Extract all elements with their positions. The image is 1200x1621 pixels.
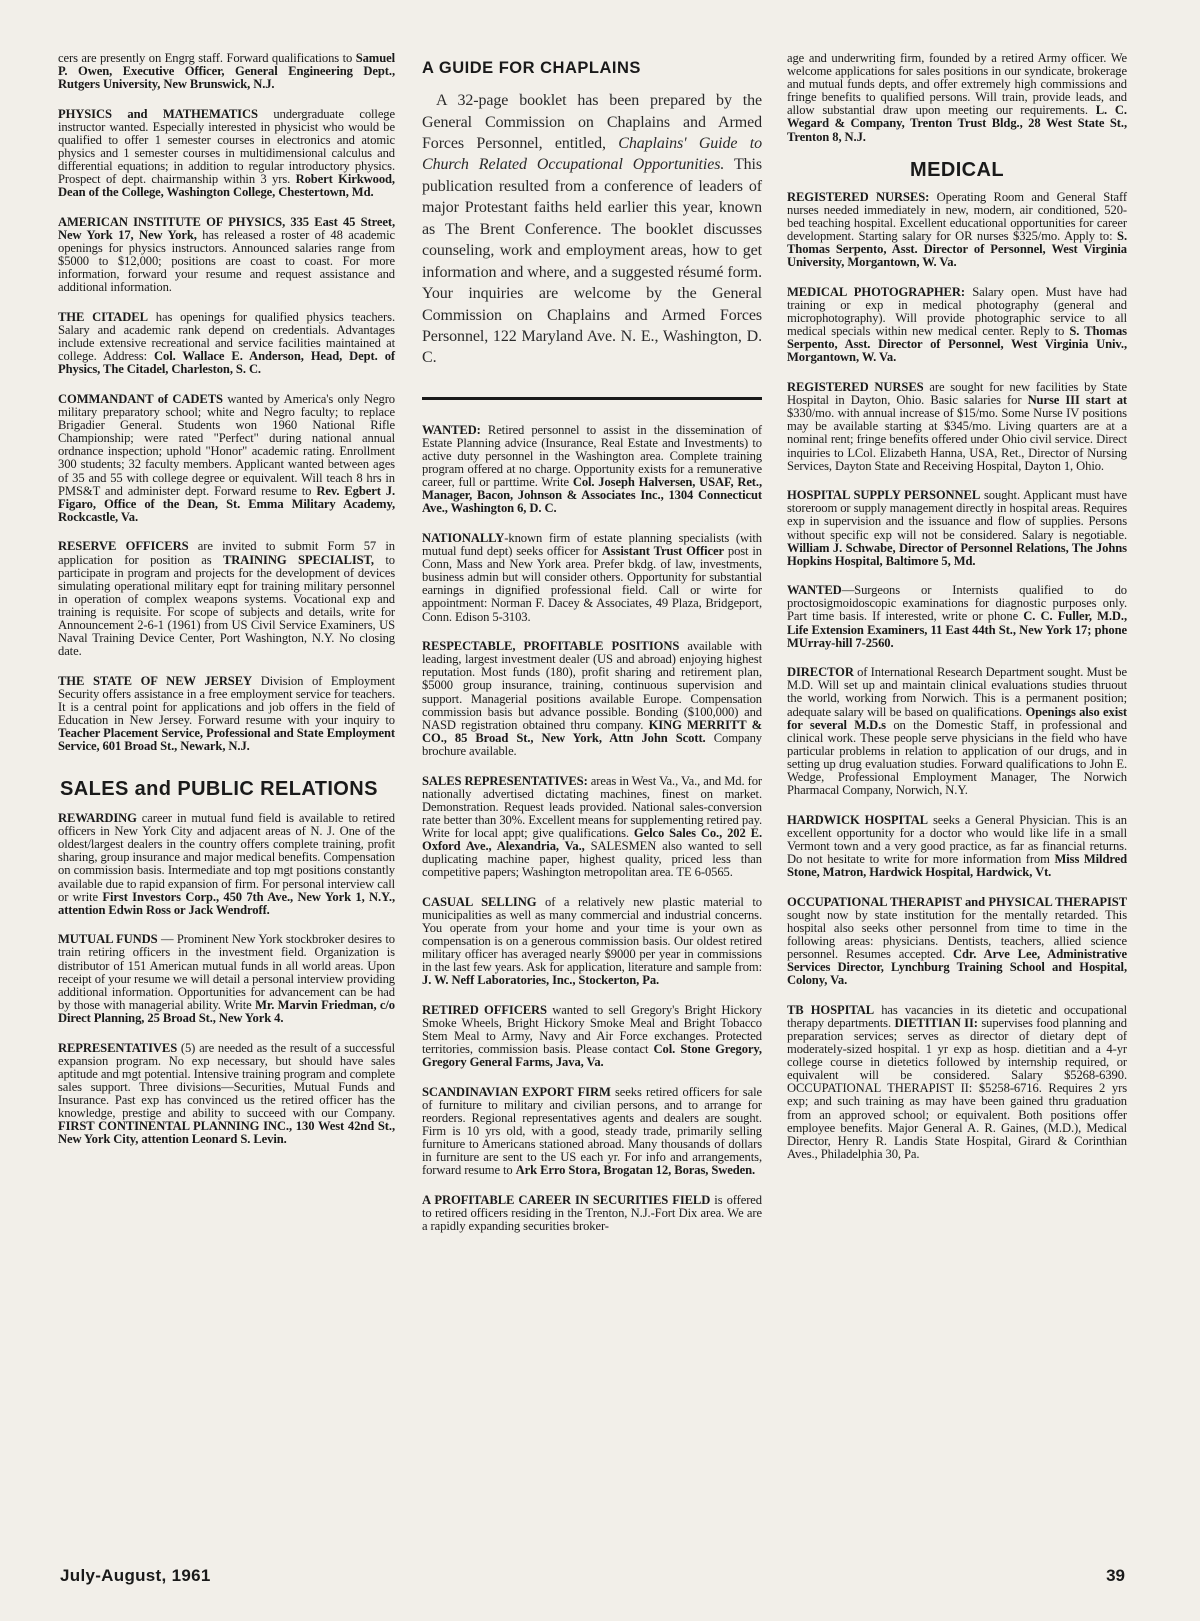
listing-b: Col. Stone Gregory, Gregory General Farms, Java, Va. (422, 1042, 762, 1070)
listing-b: Ark Erro Stora, Brogatan 12, Boras, Sweden. (515, 1163, 756, 1178)
listing-pre: Division of Employment Security offers assistance in a free employment service for teachers. It is a central point for applications and job offers in the field of Education in New Jersey. Forward resume with your inquiry to (58, 673, 395, 728)
listing-post: $330/mo. with annual increase of $15/mo. Some Nurse IV positions may be available starting at $345/mo. Living quarters are at a nominal rent; fringe benefits offered under Ohio civil service. Direct inquiries to LCol. Elizabeth Hanna, USA, Ret., Director of Nursing Services, Dayton State and Receiving Hospital, Dayton 1, Ohio. (787, 406, 1127, 473)
listing-pre: is offered to retired officers residing in the Trenton, N.J.-Fort Dix area. We are a rapidly expanding securities broker- (422, 1193, 762, 1234)
listing (787, 584, 1127, 649)
listing-pre: available with leading, largest investment dealer (US and abroad) enjoying highest reputation. Most funds (180), profit sharing and retirement plan, $5000 group insurance, training, continuous supervision and support. Managerial positions available Europe. Compensation commission basis but advance possible. Bonding ($100,000) and NASD registration obtained thru company. (422, 639, 762, 732)
column-right (787, 52, 1127, 1177)
listing-post: Company brochure available. (422, 730, 762, 758)
listing-pre: of a relatively new plastic material to municipalities as well as many commercial and industrial concerns. You operate from your home and your time is your own as compensation is on a generous commission basis. Our oldest retired military officer has averaged nearly $9000 per year in commissions in the last few years. Ask for application, literature and sample from: (422, 894, 762, 975)
listing-lead: PHYSICS and MATHEMATICS (58, 106, 258, 121)
listing-b: C. C. Fuller, M.D., Life Extension Examiners, 11 East 44th St., New York 17; phone MUrray-hill 7-2560. (787, 609, 1127, 650)
listing (58, 540, 395, 658)
column-middle (422, 52, 762, 1250)
listing-pre: seeks retired officers for sale of furniture to military and civilian persons, and to arrange for reorders. Regional representatives agents and dealers are sought. Firm is 10 yrs old, with a good, steady trade, primarily selling furniture to Americans stationed abroad. Many thousands of dollars in furniture are sent to the US each yr. For info and arrangements, forward resume to (422, 1084, 762, 1178)
listing-lead: WANTED (787, 583, 842, 598)
listing-post: supervises food planning and preparation services; serves as director of dietary dept of moderately-sized hospital. 1 yr exp as hosp. dietitian and a 4-yr college course in dietetics followed by internship required, or equivalent will be considered. Salary $5268-6390. OCCUPATIONAL THERAPIST II: $5258-6716. Requires 2 yrs exp; and such training as may have been gained thru graduation from an approved school; or equivalent. Both positions offer employee benefits. Major General A. R. Gaines, (M.D.), Medical Director, Henry R. Landis State Hospital, Girard & Corinthian Aves., Philadelphia 30, Pa. (787, 1015, 1127, 1161)
listing-b: Mr. Marvin Friedman, c/o Direct Planning, 25 Broad St., New York 4. (58, 997, 396, 1025)
listing-lead: NATIONALLY (422, 531, 505, 545)
listing (58, 108, 395, 200)
listing-b: Openings also exist for several M.D.s (787, 704, 1128, 732)
listing-b: Rev. Egbert J. Figaro, Office of the Dean, St. Emma Military Academy, Rockcastle, Va. (58, 483, 396, 524)
listing-lead: MEDICAL PHOTOGRAPHER: (787, 285, 965, 300)
listing-pre: career in mutual fund field is available to retired officers in New York City and adjacent areas of N. J. One of the oldest/largest dealers in the country offers complete training, profit sharing, group insurance and major medical benefits. Compensation on commission basis. Intermediate and top mgt positions constantly available due to rapid expansion of firm. For personal interview call or write (58, 811, 395, 904)
listing-lead: AMERICAN INSTITUTE OF PHYSICS, 335 East 45 Street, New York 17, New York, (58, 214, 395, 243)
listing-pre: Salary open. Must have had training or exp in medical photography (general and microphotography). Will provide photographic service to all medical specials within new medical center. Reply to (787, 285, 1127, 339)
listing-b: Teacher Placement Service, Professional and State Employment Service, 601 Broad St., Newark, N.J. (58, 726, 395, 754)
col1-items (58, 52, 395, 753)
listing-lead: CASUAL SELLING (422, 894, 537, 909)
listing-b: TRAINING SPECIALIST, (222, 552, 374, 567)
listing-b: Nurse III start at (1027, 393, 1127, 408)
listing-pre: has released a roster of 48 academic openings for physics instructors. Announced salaries range from $5000 to $12,000; positions are coast to coast. For more information, forward your resume and request assistance and additional information. (58, 228, 395, 295)
listing-pre: undergraduate college instructor wanted. Especially interested in physicist who would be qualified to offer 1 semester courses in electronics and atomic physics and 1 semester courses in multidimensional calculus and differential equations; in addition to regular introductory physics. Prospect of dept. chairmanship within 3 yrs. (58, 106, 395, 187)
listing (58, 216, 395, 295)
listing-b: Robert Kirkwood, Dean of the College, Washington College, Chestertown, Md. (58, 172, 395, 200)
footer-page-number: 39 (1106, 1566, 1125, 1585)
listing (787, 52, 1127, 144)
listing-lead: TB HOSPITAL (787, 1002, 875, 1017)
listing-pre: Operating Room and General Staff nurses needed immediately in new, modern, air conditioned, 520-bed teaching hospital. Excellent educational opportunities for career development. Starting salary for OR nurses $325/mo. Apply to: (787, 189, 1127, 244)
listing (787, 489, 1127, 568)
listing-b: Samuel P. Owen, Executive Officer, General Engineering Dept., Rutgers University, New Brunswick, N.J. (58, 51, 395, 92)
listing (58, 812, 395, 917)
listing-pre: seeks a General Physician. This is an excellent opportunity for a doctor who would like life in a small Vermont town and a very good practice, as far as financial returns. Do not hesitate to write for more information from (787, 812, 1127, 866)
col1-items2 (58, 812, 395, 1146)
listing (58, 933, 395, 1025)
listing-lead: THE CITADEL (58, 310, 148, 324)
guide-title-italic: Chaplains' Guide to Church Related Occupational Opportunities. (422, 135, 762, 174)
listing-b: S. Thomas Serpento, Asst. Director of Personnel, West Virginia University, Morgantown, W. Va. (787, 229, 1127, 270)
listing-pre: wanted to sell Gregory's Bright Hickory Smoke Wheels, Bright Hickory Smoke Meal and Bright Tobacco Stem Meal to Army, Navy and Air Force exchanges. Protected territories, commission basis. Please contact (422, 1002, 762, 1057)
listing-b: Cdr. Arve Lee, Administrative Services Director, Lynchburg Training School and Hospital, Colony, Va. (787, 947, 1127, 988)
listing-b: Assistant Trust Officer (601, 544, 724, 559)
listing-pre: Retired personnel to assist in the dissemination of Estate Planning advice (Insurance, Real Estate and Investments) to active duty personnel in the Washington area. Complete training program offered at no charge. Opportunity exists for a remunerative career, full or parttime. Write (422, 422, 762, 490)
listing (422, 1004, 762, 1069)
listing-pre: cers are presently on Engrg staff. Forward qualifications to (58, 51, 356, 65)
listing (787, 191, 1127, 270)
listing (787, 1004, 1127, 1161)
listing-lead: COMMANDANT of CADETS (58, 391, 223, 406)
listing-post: to participate in program and projects for the development of devices simulating operational military eqpt for training military personnel in operation of complex weapons systems. Vocational exp and training is requisite. For scope of subjects and details, write for Announcement 2-6-1 (1961) from US Civil Service Examiners, US Naval Training Device Center, Port Washington, N.Y. No closing date. (58, 552, 395, 659)
listing-lead: WANTED: (422, 422, 481, 437)
listing-b: L. C. Wegard & Company, Trenton Trust Bldg., 28 West State St., Trenton 8, N.J. (787, 103, 1127, 144)
listing (787, 896, 1127, 988)
listing-pre: are sought for new facilities by State Hospital in Dayton, Ohio. Basic salaries for (787, 380, 1127, 408)
listing-lead: REPRESENTATIVES (58, 1040, 178, 1055)
listing (422, 532, 762, 624)
listing-pre: — Prominent New York stockbroker desires to train retiring officers in the investment field. Organization is distributor of 151 American mutual funds in all world areas. Upon receipt of your resume we will detail a personal interview providing additional information. Opportunities for advancement can be had by those with managerial ability. Write (58, 932, 395, 1012)
listing (787, 814, 1127, 879)
listing-pre: has vacancies in its dietetic and occupational therapy departments. (787, 1002, 1127, 1030)
listing-b: William J. Schwabe, Director of Personnel Relations, The Johns Hopkins Hospital, Baltimore 5, Md. (787, 540, 1127, 568)
listing-b: DIETITIAN II: (894, 1015, 978, 1030)
listing (58, 393, 395, 524)
listing-b: First Investors Corp., 450 7th Ave., New York 1, N.Y., attention Edwin Ross or Jack Wendroff. (58, 889, 395, 917)
listing (787, 381, 1127, 473)
listing-lead: RETIRED OFFICERS (422, 1002, 547, 1017)
listing-lead: HOSPITAL SUPPLY PERSONNEL (787, 488, 981, 503)
listing (58, 311, 395, 376)
listing-lead: SALES REPRESENTATIVES: (422, 773, 588, 788)
listing (422, 896, 762, 988)
listing (422, 775, 762, 880)
footer-issue-date: July-August, 1961 (60, 1566, 211, 1585)
listing (422, 424, 762, 516)
listing (422, 1194, 762, 1233)
listing-post: post in Conn, Mass and New York area. Prefer bkdg. of law, investments, business admin but will consider others. Opportunity for substantial earnings in dignified professional field. Call or wirte for appointment: Norman F. Dacey & Associates, 49 Plaza, Bridgeport, Conn. Edison 5-3103. (422, 544, 762, 624)
listing-b: J. W. Neff Laboratories, Inc., Stockerton, Pa. (422, 973, 660, 988)
listing-post: SALESMEN also wanted to sell duplicating machine paper, highest quality, priced less than competitive papers; Washington metropolitan area. TE 6-0565. (422, 838, 762, 880)
listing (58, 52, 395, 91)
listing-pre: are invited to submit Form 57 in application for position as (58, 539, 395, 567)
listing-lead: RESERVE OFFICERS (58, 539, 189, 554)
col2-items (422, 424, 762, 1233)
listing-lead: REGISTERED NURSES (787, 380, 924, 395)
listing (422, 640, 762, 758)
listing-pre: -known firm of estate planning specialists (with mutual fund dept) seeks officer for (422, 531, 762, 559)
listing-pre: (5) are needed as the result of a successful expansion program. No exp necessary, but should have sales aptitude and mgt potential. Intensive training program and complete sales support. Three divisions—Securities, Mutual Funds and Insurance. Past exp has convinced us the retired officer has the knowledge, prestige and ability to succeed with our Company. (58, 1040, 395, 1120)
listing-pre: —Surgeons or Internists qualified to do proctosigmoidoscopic examinations for diagnostic purposes only. Part time basis. If interested, write or phone (787, 583, 1127, 624)
col3-items (787, 191, 1127, 1161)
guide-body (422, 90, 762, 369)
listing (787, 286, 1127, 365)
listing-lead: MUTUAL FUNDS (58, 932, 158, 947)
section-heading-sales: SALES and PUBLIC RELATIONS (60, 778, 378, 801)
listing-pre: areas in West Va., Va., and Md. for nationally advertised dictating machines, finest on market. Demonstration. Request leads provided. National sales-conversion rate better than 30%. Excellent means for supplementing retired pay. Write for local appt; give qualifications. (422, 773, 762, 840)
listing-lead: OCCUPATIONAL THERAPIST and PHYSICAL THERAPIST (787, 894, 1127, 909)
listing-pre: has openings for qualified physics teachers. Salary and academic rank depend on credentials. Advantages include extensive recreational and service facilities maintained at college. Address: (58, 310, 395, 364)
listing-lead: THE STATE OF NEW JERSEY (58, 673, 253, 688)
listing (58, 675, 395, 754)
listing-pre: sought. Applicant must have storeroom or supply management directly in hospital areas. Requires exp in supervision and the issuance and flow of supplies. Persons without specific exp will not be considered. Salary is negotiable. (787, 488, 1127, 542)
listing-lead: REGISTERED NURSES: (787, 189, 930, 204)
listing-lead: SCANDINAVIAN EXPORT FIRM (422, 1084, 611, 1099)
listing-lead: REWARDING (58, 811, 137, 826)
listing-b: Col. Joseph Halversen, USAF, Ret., Manager, Bacon, Johnson & Associates Inc., 1304 Connecticut Ave., Washington 6, D. C. (422, 475, 763, 516)
divider-rule (422, 397, 762, 400)
listing-post: on the Domestic Staff, in professional and clinical work. These people serve physicians in the field who have particular problems in relation to application of our drugs, and in setting up drug evaluation studies. Forward qualifications to John E. Wedge, Professional Employment Manager, The Norwich Pharmacal Company, Norwich, N.Y. (787, 717, 1127, 798)
listing-b: Col. Wallace E. Anderson, Head, Dept. of Physics, The Citadel, Charleston, S. C. (58, 349, 395, 377)
listing-b: Gelco Sales Co., 202 E. Oxford Ave., Alexandria, Va., (422, 825, 762, 853)
guide-title: A GUIDE FOR CHAPLAINS (422, 59, 641, 77)
column-left (58, 52, 395, 1163)
listing-pre: wanted by America's only Negro military preparatory school; white and Negro faculty; to replace Brigadier General. Students won 1960 National Rifle Championship; were rated "Perfect" during national annual ordnance inspection; uphold "Honor" academic rating. Enrollment 300 students; 32 faculty members. Applicant wanted between ages of 35 and 55 with college degree or equivalent. Will teach 8 hrs in PMS&T and administer dept. Forward resume to (58, 391, 395, 498)
listing-lead: HARDWICK HOSPITAL (787, 812, 928, 827)
listing-pre: age and underwriting firm, founded by a retired Army officer. We welcome applications for sales positions in our syndicate, brokerage and mutual funds depts, and offer extremely high commissions and fringe benefits to qualified persons. Will train, provide leads, and allow substantial draw upon meeting our requirements. (787, 51, 1127, 118)
listing-pre: of International Research Department sought. Must be M.D. Will set up and maintain clinical evaluations studies thruout the world, working from Norwich. This is a permanent position; adequate salary will be based on qualifications. (787, 665, 1127, 719)
listing-b: Miss Mildred Stone, Matron, Hardwick Hospital, Hardwick, Vt. (787, 851, 1127, 880)
guide-text-post: This publication resulted from a conference of leaders of major Protestant faiths held earlier this year, known as The Brent Conference. The booklet discusses counseling, work and employment areas, how to get information and where, and a suggested résumé form. Your inquiries are welcome by the General Commission on Chaplains and Armed Forces Personnel, 122 Maryland Ave. N. E., Washington, D. C. (422, 156, 762, 367)
listing-lead: DIRECTOR (787, 665, 854, 680)
listing (422, 1086, 762, 1178)
listing-b: KING MERRITT & CO., 85 Broad St., New York, Attn John Scott. (422, 717, 762, 745)
listing-b: S. Thomas Serpento, Asst. Director of Personnel, West Virginia Univ., Morgantown, W. Va. (787, 324, 1127, 365)
col3-items0 (787, 52, 1127, 144)
guide-text-pre: A 32-page booklet has been prepared by the General Commission on Chaplains and Armed Forces Personnel, entitled, (422, 92, 762, 153)
listing-b: FIRST CONTINENTAL PLANNING INC., 130 West 42nd St., New York City, attention Leonard S. Levin. (58, 1119, 395, 1147)
listing (58, 1042, 395, 1147)
section-heading-medical: MEDICAL (910, 159, 1004, 182)
listing-lead: RESPECTABLE, PROFITABLE POSITIONS (422, 639, 680, 654)
listing-pre: sought now by state institution for the mentally retarded. This hospital also seeks other personnel from time to time in the following areas: physicians. Dentists, teachers, allied science personnel. Resumes accepted. (787, 907, 1127, 962)
listing-lead: A PROFITABLE CAREER IN SECURITIES FIELD (422, 1193, 711, 1208)
listing (787, 666, 1127, 797)
